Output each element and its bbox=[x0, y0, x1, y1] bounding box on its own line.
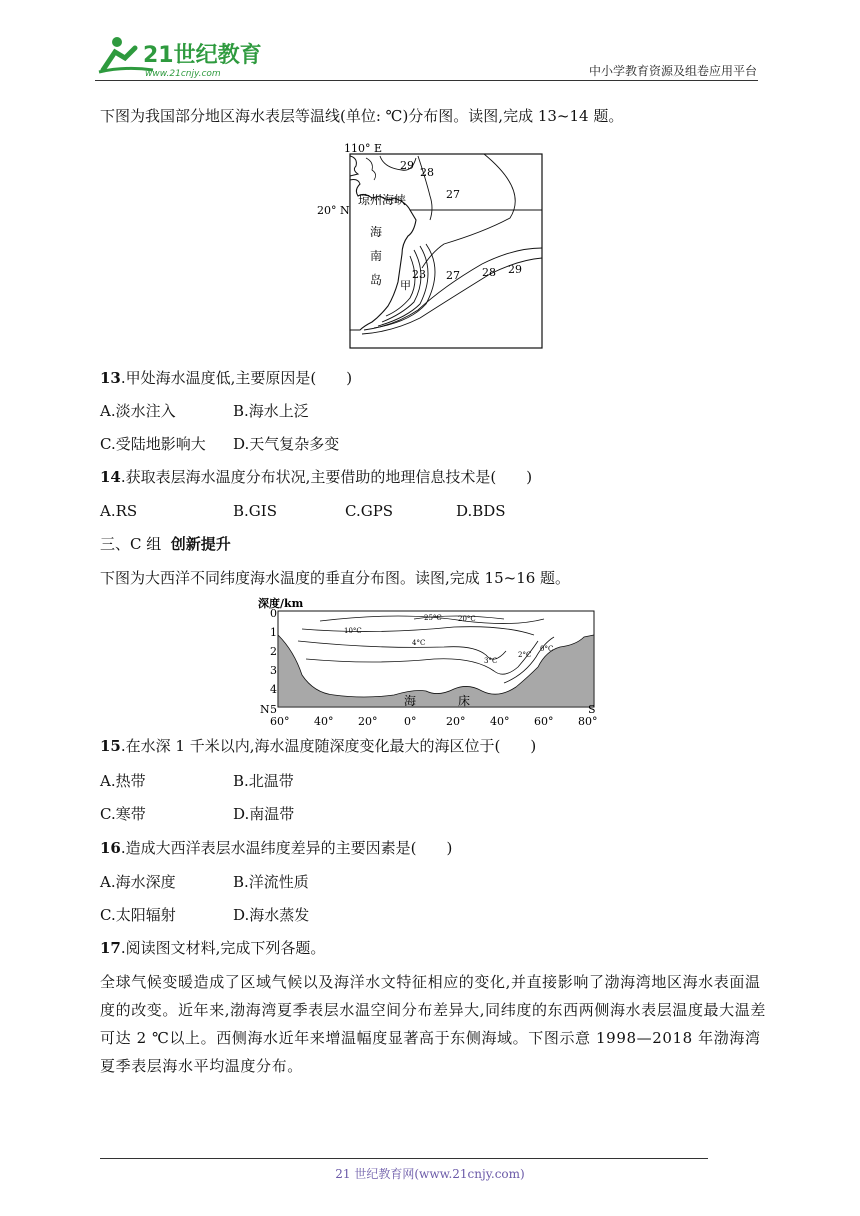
option-c: C.受陆地影响大 bbox=[100, 435, 206, 453]
lat-tick: 40° bbox=[314, 715, 334, 728]
lat-tick: 0° bbox=[404, 715, 417, 728]
intro-text-2: 下图为大西洋不同纬度海水温度的垂直分布图。读图,完成 15~16 题。 bbox=[100, 569, 571, 587]
question-16 bbox=[100, 838, 452, 858]
isotherm-label: 29 bbox=[400, 159, 414, 172]
jia-label: 甲 bbox=[400, 279, 411, 292]
lat-tick: 80° bbox=[578, 715, 598, 728]
option-d: D.海水蒸发 bbox=[233, 906, 310, 924]
lat-tick: 20° bbox=[446, 715, 466, 728]
question-13 bbox=[100, 368, 352, 388]
option-d: D.BDS bbox=[456, 502, 506, 520]
option-b: B.GIS bbox=[233, 502, 277, 520]
isotherm-label: 20°C bbox=[458, 615, 476, 623]
logo-runner-head bbox=[112, 37, 122, 47]
depth-tick: 5 bbox=[270, 703, 277, 716]
option-b: B.海水上泛 bbox=[233, 402, 309, 420]
lat-tick: 40° bbox=[490, 715, 510, 728]
footer-link[interactable]: 21 世纪教育网(www.21cnjy.com) bbox=[335, 1167, 525, 1181]
island-label-2: 南 bbox=[370, 249, 383, 263]
seabed-label-2: 床 bbox=[458, 694, 471, 708]
question-number: 15 bbox=[100, 737, 121, 755]
option-c: C.寒带 bbox=[100, 805, 146, 823]
question-text: .甲处海水温度低,主要原因是( ) bbox=[120, 369, 353, 387]
depth-tick: 1 bbox=[270, 626, 277, 639]
section-prefix: 三、C 组 bbox=[100, 535, 162, 553]
isotherm-label: 0°C bbox=[540, 645, 554, 653]
intro-text-1: 下图为我国部分地区海水表层等温线(单位: ℃)分布图。读图,完成 13~14 题。 bbox=[100, 107, 624, 125]
question-17 bbox=[100, 938, 325, 958]
material-paragraph: 全球气候变暖造成了区域气候以及海洋水文特征相应的变化,并直接影响了渤海湾地区海水表面温度的改变。近年来,渤海湾夏季表层水温空间分布差异大,同纬度的东西两侧海水表层温度最大温差可达 2 ℃以上。西侧海水近年来增温幅度显著高于东侧海域。下图示意 1998—2018 年渤海湾夏季表层海水平均温度分布。 bbox=[100, 973, 766, 1075]
option-a: A.RS bbox=[100, 502, 138, 520]
question-text: .获取表层海水温度分布状况,主要借助的地理信息技术是( ) bbox=[120, 468, 533, 486]
site-logo bbox=[95, 32, 265, 80]
header-platform-text: 中小学教育资源及组卷应用平台 bbox=[588, 64, 757, 78]
option-d: D.天气复杂多变 bbox=[233, 435, 340, 453]
question-text: .在水深 1 千米以内,海水温度随深度变化最大的海区位于( ) bbox=[120, 737, 537, 755]
isotherm-map-figure bbox=[314, 140, 546, 350]
question-text: .造成大西洋表层水温纬度差异的主要因素是( ) bbox=[120, 839, 453, 857]
seabed-label-1: 海 bbox=[404, 694, 417, 708]
island-label-1: 海 bbox=[370, 225, 383, 239]
logo-runner-body bbox=[103, 48, 135, 70]
section-title: 创新提升 bbox=[170, 535, 231, 553]
option-a: A.海水深度 bbox=[100, 873, 176, 891]
option-a: A.热带 bbox=[100, 772, 146, 790]
isotherm-label: 2°C bbox=[518, 651, 532, 659]
isotherm-label: 27 bbox=[446, 269, 460, 282]
island-label-3: 岛 bbox=[370, 273, 383, 287]
lat-tick: 60° bbox=[270, 715, 290, 728]
isotherm-label: 27 bbox=[446, 188, 460, 201]
isotherm-label: 25°C bbox=[424, 614, 442, 622]
footer-divider bbox=[100, 1158, 708, 1159]
depth-tick: 2 bbox=[270, 645, 277, 658]
isotherm-label: 3°C bbox=[484, 657, 498, 665]
lon-label: 110° E bbox=[344, 142, 383, 155]
depth-tick: 0 bbox=[270, 607, 277, 620]
option-c: C.太阳辐射 bbox=[100, 906, 176, 924]
question-number: 17 bbox=[100, 939, 121, 957]
question-number: 16 bbox=[100, 839, 121, 857]
logo-text: 21世纪教育 bbox=[143, 43, 262, 68]
atlantic-temperature-figure bbox=[254, 595, 600, 730]
option-c: C.GPS bbox=[345, 502, 394, 520]
question-text: .阅读图文材料,完成下列各题。 bbox=[120, 939, 326, 957]
lat-label: 20° N bbox=[317, 204, 350, 217]
isotherm-label: 28 bbox=[482, 266, 496, 279]
depth-tick: 3 bbox=[270, 664, 277, 677]
option-b: B.北温带 bbox=[233, 772, 294, 790]
depth-axis-label: 深度/km bbox=[258, 597, 304, 610]
isotherm-label: 23 bbox=[412, 268, 426, 281]
section-heading bbox=[100, 534, 231, 554]
header-divider bbox=[95, 80, 758, 81]
isotherm-label: 4°C bbox=[412, 639, 426, 647]
lat-tick: 20° bbox=[358, 715, 378, 728]
isotherm-label: 28 bbox=[420, 166, 434, 179]
north-label: N bbox=[260, 703, 270, 716]
isotherm-label: 10°C bbox=[344, 627, 362, 635]
option-b: B.洋流性质 bbox=[233, 873, 309, 891]
south-label: S bbox=[588, 703, 596, 716]
option-d: D.南温带 bbox=[233, 805, 295, 823]
isotherm-label: 29 bbox=[508, 263, 522, 276]
logo-url: www.21cnjy.com bbox=[145, 69, 221, 79]
option-a: A.淡水注入 bbox=[100, 402, 176, 420]
question-15 bbox=[100, 736, 536, 756]
question-14 bbox=[100, 467, 532, 487]
depth-tick: 4 bbox=[270, 683, 277, 696]
strait-label: 琼州海峡 bbox=[358, 193, 407, 207]
question-number: 13 bbox=[100, 369, 121, 387]
question-number: 14 bbox=[100, 468, 121, 486]
lat-tick: 60° bbox=[534, 715, 554, 728]
